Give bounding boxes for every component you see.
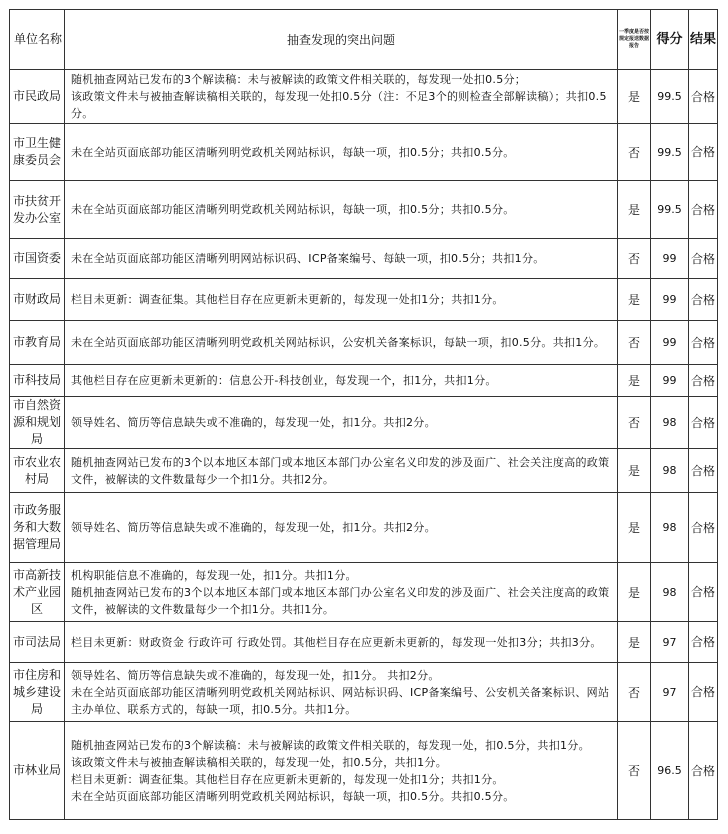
issue-text: 随机抽查网站已发布的3个解读稿：未与被解读的政策文件相关联的，每发现一处，扣0.5分，共扣1分。: [71, 738, 590, 752]
issue-text: 栏目未更新：调查征集。其他栏目存在应更新未更新的，每发现一处扣1分；共扣1分。: [71, 293, 504, 306]
unit-name: 市政务服务和大数据管理局: [10, 493, 65, 563]
result-status: 合格: [689, 622, 718, 663]
result-status: 合格: [689, 70, 718, 124]
table-row: [10, 622, 718, 663]
issue-text: 未在全站页面底部功能区清晰列明党政机关网站标识，每缺一项，扣0.5分；共扣0.5分。: [71, 145, 515, 159]
score-value: 99: [651, 365, 689, 397]
published-flag: 否: [618, 663, 651, 722]
score-value: 97: [651, 663, 689, 722]
published-flag: 是: [618, 622, 651, 663]
issue-cell: [65, 563, 618, 622]
issue-text: 未在全站页面底部功能区清晰列明党政机关网站标识，每缺一项，扣0.5分；共扣0.5分。: [71, 203, 515, 216]
result-status: 合格: [689, 563, 718, 622]
issue-cell: [65, 493, 618, 563]
issue-cell: [65, 397, 618, 449]
issue-cell: [65, 321, 618, 365]
result-status: 合格: [689, 493, 718, 563]
score-value: 98: [651, 493, 689, 563]
table-row: [10, 124, 718, 181]
table-row: [10, 321, 718, 365]
issue-text: 未在全站页面底部功能区清晰列明党政机关网站标识，每缺一项，扣0.5分。共扣0.5分。: [71, 789, 515, 803]
issue-text: 领导姓名、简历等信息缺失或不准确的，每发现一处，扣1分。共扣2分。: [71, 416, 436, 429]
table-row: [10, 70, 718, 124]
published-flag: 是: [618, 563, 651, 622]
issue-text: 栏目未更新：财政资金 行政许可 行政处罚。其他栏目存在应更新未更新的，每发现一处扣3分；共扣3分。: [71, 635, 602, 649]
issue-text: 随机抽查网站已发布的3个解读稿：未与被解读的政策文件相关联的，每发现一处扣0.5分；: [71, 73, 527, 86]
issue-cell: [65, 279, 618, 321]
issue-text: 未在全站页面底部功能区清晰列明党政机关网站标识，公安机关备案标识，每缺一项，扣0.5分。共扣1分。: [71, 336, 606, 349]
published-flag: 否: [618, 321, 651, 365]
table-row: [10, 181, 718, 239]
score-value: 99.5: [651, 70, 689, 124]
table-row: [10, 239, 718, 279]
header-issues: 抽查发现的突出问题: [65, 10, 618, 70]
result-status: 合格: [689, 321, 718, 365]
score-value: 99: [651, 239, 689, 279]
score-value: 98: [651, 449, 689, 493]
issue-text: 未在全站页面底部功能区清晰列明党政机关网站标识、网站标识码、ICP备案编号、公安机关备案标识、网站主办单位、联系方式的，每缺一项，扣0.5分。共扣1分。: [71, 685, 610, 716]
table-row: [10, 493, 718, 563]
table-row: [10, 663, 718, 722]
score-value: 99.5: [651, 124, 689, 181]
table-row: [10, 722, 718, 820]
result-status: 合格: [689, 365, 718, 397]
published-flag: 是: [618, 493, 651, 563]
assessment-table: [9, 9, 718, 820]
unit-name: 市卫生健康委员会: [10, 124, 65, 181]
unit-name: 市自然资源和规划局: [10, 397, 65, 449]
issue-text: 该政策文件未与被抽查解读稿相关联的，每发现一处，扣0.5分，共扣1分。: [71, 755, 447, 769]
issue-cell: [65, 722, 618, 820]
issue-text: 领导姓名、简历等信息缺失或不准确的，每发现一处，扣1分。 共扣2分。: [71, 668, 440, 682]
result-status: 合格: [689, 449, 718, 493]
issue-cell: [65, 124, 618, 181]
published-flag: 否: [618, 397, 651, 449]
published-flag: 是: [618, 365, 651, 397]
header-result: 结果: [689, 10, 718, 70]
issue-text: 领导姓名、简历等信息缺失或不准确的，每发现一处，扣1分。共扣2分。: [71, 521, 436, 534]
score-value: 99: [651, 279, 689, 321]
published-flag: 是: [618, 449, 651, 493]
unit-name: 市科技局: [10, 365, 65, 397]
issue-text: 随机抽查网站已发布的3个以本地区本部门或本地区本部门办公室名义印发的涉及面广、社会关注度高的政策文件，被解读的文件数量每少一个扣1分。共扣2分。: [71, 455, 610, 486]
score-value: 96.5: [651, 722, 689, 820]
result-status: 合格: [689, 181, 718, 239]
unit-name: 市教育局: [10, 321, 65, 365]
header-row: [10, 10, 718, 70]
result-status: 合格: [689, 663, 718, 722]
published-flag: 否: [618, 239, 651, 279]
score-value: 99.5: [651, 181, 689, 239]
issue-text: 随机抽查网站已发布的3个以本地区本部门或本地区本部门办公室名义印发的涉及面广、社会关注度高的政策文件，被解读的文件数量每少一个扣1分。共扣1分。: [71, 585, 610, 616]
result-status: 合格: [689, 124, 718, 181]
published-flag: 是: [618, 70, 651, 124]
unit-name: 市农业农村局: [10, 449, 65, 493]
score-value: 99: [651, 321, 689, 365]
table-row: [10, 279, 718, 321]
published-flag: 否: [618, 124, 651, 181]
score-value: 98: [651, 563, 689, 622]
score-value: 98: [651, 397, 689, 449]
published-flag: 否: [618, 722, 651, 820]
unit-name: 市住房和城乡建设局: [10, 663, 65, 722]
table-body: [10, 70, 718, 820]
score-value: 97: [651, 622, 689, 663]
result-status: 合格: [689, 722, 718, 820]
table-row: [10, 563, 718, 622]
unit-name: 市高新技术产业园区: [10, 563, 65, 622]
unit-name: 市财政局: [10, 279, 65, 321]
table-row: [10, 397, 718, 449]
issue-cell: [65, 239, 618, 279]
unit-name: 市国资委: [10, 239, 65, 279]
issue-cell: [65, 365, 618, 397]
issue-cell: [65, 449, 618, 493]
unit-name: 市扶贫开发办公室: [10, 181, 65, 239]
unit-name: 市民政局: [10, 70, 65, 124]
issue-text: 其他栏目存在应更新未更新的：信息公开-科技创业，每发现一个，扣1分，共扣1分。: [71, 374, 497, 387]
issue-text: 该政策文件未与被抽查解读稿相关联的，每发现一处扣0.5分（注：不足3个的则检查全部解读稿）；共扣0.5分。: [71, 90, 607, 120]
published-flag: 是: [618, 181, 651, 239]
result-status: 合格: [689, 239, 718, 279]
table-row: [10, 365, 718, 397]
table-row: [10, 449, 718, 493]
published-flag: 是: [618, 279, 651, 321]
header-score: 得分: [651, 10, 689, 70]
issue-text: 机构职能信息不准确的，每发现一处，扣1分。共扣1分。: [71, 568, 357, 582]
header-unit: 单位名称: [10, 10, 65, 70]
result-status: 合格: [689, 279, 718, 321]
unit-name: 市林业局: [10, 722, 65, 820]
issue-cell: [65, 622, 618, 663]
issue-cell: [65, 663, 618, 722]
issue-text: 未在全站页面底部功能区清晰列明网站标识码、ICP备案编号、每缺一项，扣0.5分；共扣1分。: [71, 252, 545, 265]
issue-text: 栏目未更新：调查征集。其他栏目存在应更新未更新的，每发现一处扣1分；共扣1分。: [71, 772, 504, 786]
result-status: 合格: [689, 397, 718, 449]
header-published: 一季度是否按规定报送数据报告: [618, 10, 651, 70]
issue-cell: [65, 181, 618, 239]
issue-cell: [65, 70, 618, 124]
unit-name: 市司法局: [10, 622, 65, 663]
